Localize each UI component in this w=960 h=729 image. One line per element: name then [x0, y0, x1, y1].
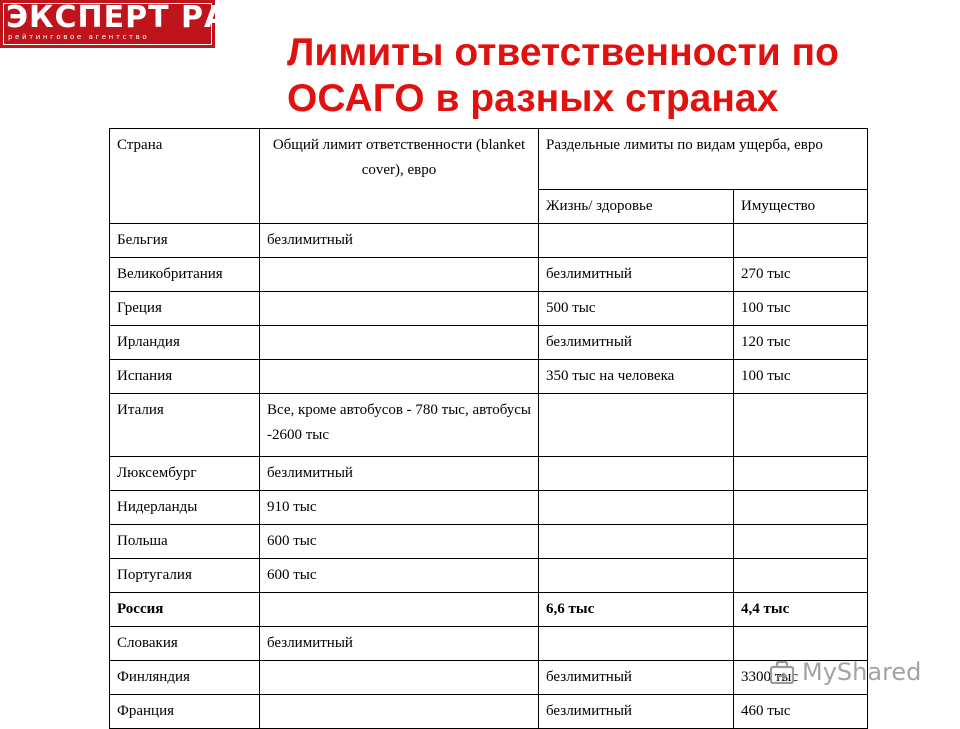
table-header-row: [110, 129, 868, 190]
cell-life: [539, 491, 734, 525]
table-row: [110, 491, 868, 525]
cell-total: [260, 360, 539, 394]
cell-property: [734, 627, 868, 661]
liability-limits-table: [109, 128, 868, 729]
cell-property: 460 тыс: [734, 695, 868, 729]
expert-ra-logo: [0, 0, 229, 48]
cell-country: Россия: [110, 593, 260, 627]
cell-life: безлимитный: [539, 258, 734, 292]
cell-property: [734, 559, 868, 593]
table-row: [110, 258, 868, 292]
cell-life: [539, 627, 734, 661]
cell-country: Великобритания: [110, 258, 260, 292]
cell-life: [539, 457, 734, 491]
title-line-2: ОСАГО в разных странах: [287, 77, 779, 120]
cell-life: [539, 224, 734, 258]
table-row: [110, 661, 868, 695]
cell-life: [539, 525, 734, 559]
table-row: [110, 224, 868, 258]
cell-property: 100 тыс: [734, 292, 868, 326]
cell-property: 100 тыс: [734, 360, 868, 394]
cell-country: Португалия: [110, 559, 260, 593]
cell-country: Греция: [110, 292, 260, 326]
cell-total: [260, 258, 539, 292]
logo-main-text: ЭКСПЕРТ РА: [6, 0, 229, 35]
cell-total: [260, 593, 539, 627]
cell-total: 600 тыс: [260, 559, 539, 593]
table-row: [110, 394, 868, 457]
table-row: [110, 457, 868, 491]
table-row: [110, 360, 868, 394]
cell-country: Бельгия: [110, 224, 260, 258]
cell-property: [734, 224, 868, 258]
header-total-limit: Общий лимит ответственности (blanket cover), евро: [260, 129, 539, 224]
cell-total: безлимитный: [260, 627, 539, 661]
cell-property: 120 тыс: [734, 326, 868, 360]
cell-property: 4,4 тыс: [734, 593, 868, 627]
cell-property: [734, 525, 868, 559]
table-row: [110, 627, 868, 661]
table-row: [110, 593, 868, 627]
table-row: [110, 292, 868, 326]
cell-total: Все, кроме автобусов - 780 тыс, автобусы -2600 тыс: [260, 394, 539, 457]
cell-property: [734, 457, 868, 491]
cell-total: 910 тыс: [260, 491, 539, 525]
header-life-health: Жизнь/ здоровье: [539, 190, 734, 224]
cell-life: безлимитный: [539, 661, 734, 695]
cell-total: безлимитный: [260, 457, 539, 491]
cell-country: Люксембург: [110, 457, 260, 491]
cell-property: 3300 тыс: [734, 661, 868, 695]
logo-subtitle: рейтинговое агентство: [8, 33, 150, 41]
myshared-watermark: [768, 658, 921, 686]
cell-property: [734, 491, 868, 525]
watermark-text: MyShared: [802, 658, 922, 686]
cell-country: Нидерланды: [110, 491, 260, 525]
cell-total: [260, 695, 539, 729]
table-row: [110, 559, 868, 593]
cell-country: Ирландия: [110, 326, 260, 360]
cell-country: Италия: [110, 394, 260, 457]
cell-life: [539, 394, 734, 457]
cell-total: 600 тыс: [260, 525, 539, 559]
cell-total: [260, 661, 539, 695]
header-split-limits: Раздельные лимиты по видам ущерба, евро: [539, 129, 868, 190]
cell-country: Словакия: [110, 627, 260, 661]
cell-property: 270 тыс: [734, 258, 868, 292]
cell-life: безлимитный: [539, 695, 734, 729]
cell-life: безлимитный: [539, 326, 734, 360]
table-row: [110, 525, 868, 559]
header-property: Имущество: [734, 190, 868, 224]
cell-country: Франция: [110, 695, 260, 729]
header-country: Страна: [110, 129, 260, 224]
cell-life: 500 тыс: [539, 292, 734, 326]
table-row: [110, 326, 868, 360]
cell-total: [260, 292, 539, 326]
page-title: [287, 30, 839, 122]
cell-total: безлимитный: [260, 224, 539, 258]
cell-total: [260, 326, 539, 360]
cell-life: 350 тыс на человека: [539, 360, 734, 394]
cell-life: [539, 559, 734, 593]
cell-country: Польша: [110, 525, 260, 559]
cell-country: Испания: [110, 360, 260, 394]
cell-country: Финляндия: [110, 661, 260, 695]
table-row: [110, 695, 868, 729]
cell-life: 6,6 тыс: [539, 593, 734, 627]
myshared-logo-icon: [768, 660, 796, 684]
cell-property: [734, 394, 868, 457]
title-line-1: Лимиты ответственности по: [287, 31, 839, 74]
